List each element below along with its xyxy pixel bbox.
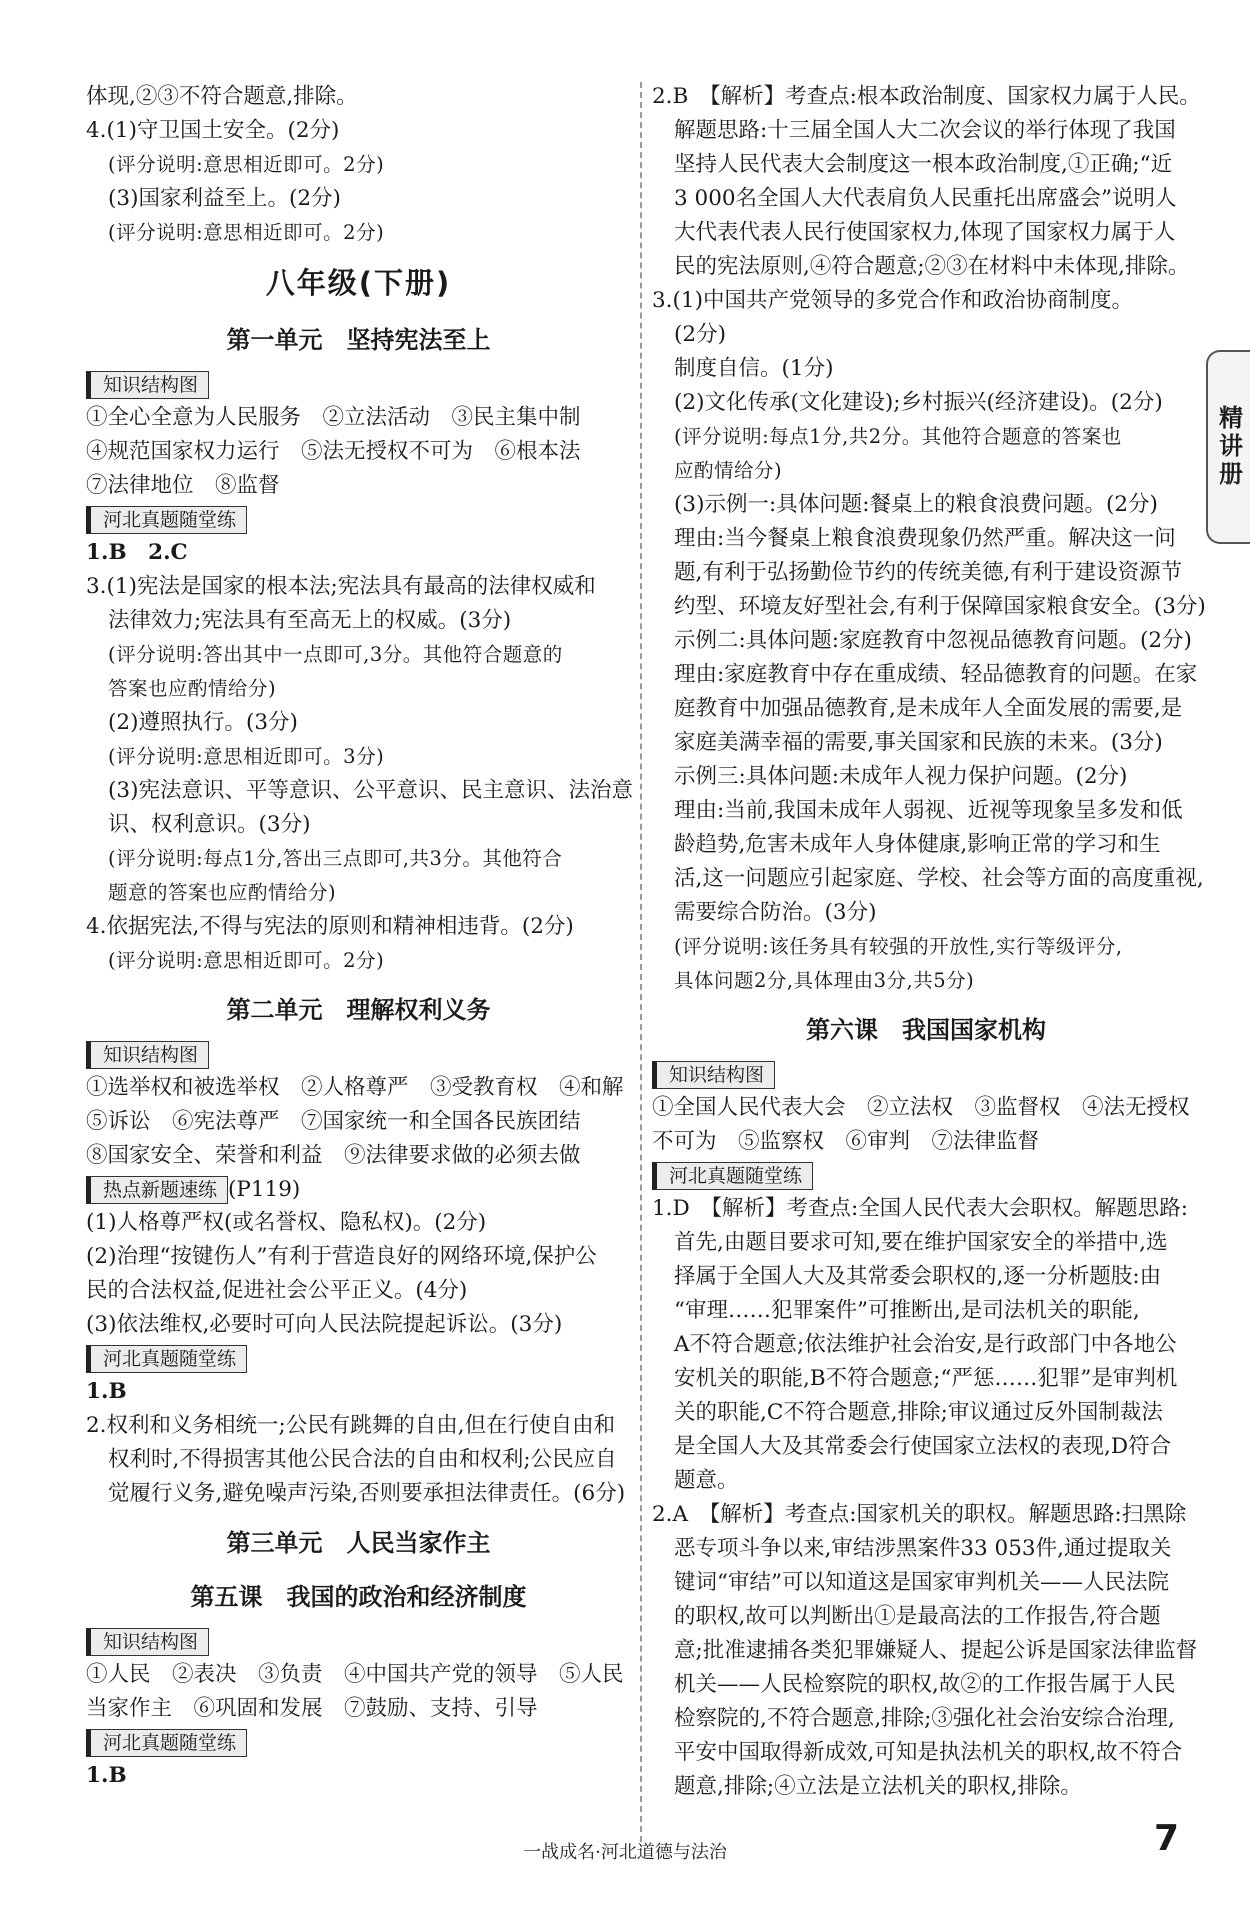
- answer-line: “审理……犯罪案件”可推断出,是司法机关的职能,: [674, 1298, 1140, 1323]
- answer-line: 2.权利和义务相统一;公民有跳舞的自由,但在行使自由和: [86, 1413, 616, 1438]
- answer-line: 约型、环境友好型社会,有利于保障国家粮食安全。(3分): [674, 594, 1206, 619]
- answer-line: 题,有利于弘扬勤俭节约的传统美德,有利于建设资源节: [674, 560, 1183, 585]
- answer-line: 4.依据宪法,不得与宪法的原则和精神相违背。(2分): [86, 914, 574, 939]
- text-line: ①全心全意为人民服务 ②立法活动 ③民主集中制: [86, 405, 581, 430]
- text-line: 4.(1)守卫国土安全。(2分): [86, 118, 340, 143]
- answer-line: 是全国人大及其常委会行使国家立法权的表现,D符合: [674, 1434, 1172, 1459]
- scoring-note: (评分说明:意思相近即可。3分): [108, 745, 385, 768]
- answer-line: 法律效力;宪法具有至高无上的权威。(3分): [108, 608, 512, 633]
- answer-line: 3.(1)宪法是国家的根本法;宪法具有最高的法律权威和: [86, 574, 596, 599]
- answer-line: 题意,排除;④立法是立法机关的职权,排除。: [674, 1774, 1082, 1799]
- answer-line: 理由:家庭教育中存在重成绩、轻品德教育的问题。在家: [674, 662, 1198, 687]
- answer-line: 1.B: [86, 1763, 127, 1788]
- answer-line: 理由:当前,我国未成年人弱视、近视等现象呈多发和低: [674, 798, 1183, 823]
- section-tag: 河北真题随堂练: [86, 1345, 247, 1373]
- answer-line: 示例二:具体问题:家庭教育中忽视品德教育问题。(2分): [674, 628, 1192, 653]
- unit-title: 第二单元 理解权利义务: [226, 996, 491, 1024]
- answer-line: 平安中国取得新成效,可知是执法机关的职权,故不符合: [674, 1740, 1183, 1765]
- text-line: ①全国人民代表大会 ②立法权 ③监督权 ④法无授权: [652, 1095, 1190, 1120]
- lesson-title: 第五课 我国的政治和经济制度: [190, 1583, 527, 1611]
- scoring-note: (评分说明:答出其中一点即可,3分。其他符合题意的: [108, 643, 563, 666]
- answer-line: 关的职能,C不符合题意,排除;审议通过反外国制裁法: [674, 1400, 1163, 1425]
- page-ref: (P119): [228, 1177, 301, 1202]
- answer-line: (2)文化传承(文化建设);乡村振兴(经济建设)。(2分): [674, 390, 1163, 415]
- scoring-note: (评分说明:每点1分,答出三点即可,共3分。其他符合: [108, 847, 563, 870]
- answer-line: 的职权,故可以判断出①是最高法的工作报告,符合题: [674, 1604, 1161, 1629]
- answer-line: 3.(1)中国共产党领导的多党合作和政治协商制度。: [652, 288, 1133, 313]
- answer-line: (2分): [674, 322, 726, 347]
- scoring-note: 具体问题2分,具体理由3分,共5分): [674, 969, 975, 992]
- text-line: 体现,②③不符合题意,排除。: [86, 84, 358, 109]
- text-line: (3)国家利益至上。(2分): [108, 186, 341, 211]
- scoring-note: (评分说明:意思相近即可。2分): [108, 949, 385, 972]
- answer-line: 民的宪法原则,④符合题意;②③在材料中未体现,排除。: [674, 254, 1190, 279]
- text-line: ①选举权和被选举权 ②人格尊严 ③受教育权 ④和解: [86, 1075, 624, 1100]
- answer-line: 3 000名全国人大代表肩负人民重托出席盛会”说明人: [674, 186, 1177, 211]
- answer-line: 检察院的,不符合题意,排除;③强化社会治安综合治理,: [674, 1706, 1175, 1731]
- section-tag: 热点新题速练: [86, 1176, 228, 1204]
- page-footer: 一战成名·河北道德与法治: [523, 1842, 727, 1863]
- answer-line: 意;批准逮捕各类犯罪嫌疑人、提起公诉是国家法律监督: [674, 1638, 1198, 1663]
- answer-line: (2)遵照执行。(3分): [108, 710, 298, 735]
- section-tag: 知识结构图: [86, 1628, 209, 1656]
- page-number: 7: [1154, 1818, 1180, 1859]
- answer-line: 1.D 【解析】考查点:全国人民代表大会职权。解题思路:: [652, 1196, 1188, 1221]
- answer-line: 识、权利意识。(3分): [108, 812, 311, 837]
- text-line: ⑤诉讼 ⑥宪法尊严 ⑦国家统一和全国各民族团结: [86, 1109, 581, 1134]
- answer-line: 家庭美满幸福的需要,事关国家和民族的未来。(3分): [674, 730, 1163, 755]
- text-line: ④规范国家权力运行 ⑤法无授权不可为 ⑥根本法: [86, 439, 581, 464]
- answer-line: 1.B: [86, 1379, 127, 1404]
- answer-line: 恶专项斗争以来,审结涉黑案件33 053件,通过提取关: [674, 1536, 1172, 1561]
- scoring-note: 题意的答案也应酌情给分): [108, 881, 337, 904]
- answer-line: 2.B 【解析】考查点:根本政治制度、国家权力属于人民。: [652, 84, 1201, 109]
- answer-line: 机关——人民检察院的职权,故②的工作报告属于人民: [674, 1672, 1176, 1697]
- answer-line: 庭教育中加强品德教育,是未成年人全面发展的需要,是: [674, 696, 1183, 721]
- answer-line: 民的合法权益,促进社会公平正义。(4分): [86, 1278, 468, 1303]
- answer-line: 安机关的职能,B不符合题意;“严惩……犯罪”是审判机: [674, 1366, 1178, 1391]
- answer-line: 觉履行义务,避免噪声污染,否则要承担法律责任。(6分): [108, 1481, 626, 1506]
- section-tag: 知识结构图: [652, 1061, 775, 1089]
- answer-line: 示例三:具体问题:未成年人视力保护问题。(2分): [674, 764, 1128, 789]
- answer-line: 题意。: [674, 1468, 739, 1493]
- answer-line: (3)宪法意识、平等意识、公平意识、民主意识、法治意: [108, 778, 633, 803]
- text-line: ⑧国家安全、荣誉和利益 ⑨法律要求做的必须去做: [86, 1143, 581, 1168]
- scoring-note: 应酌情给分): [674, 459, 783, 482]
- section-tag: 河北真题随堂练: [86, 506, 247, 534]
- answer-line: 权利时,不得损害其他公民合法的自由和权利;公民应自: [108, 1447, 617, 1472]
- grade-title: 八年级(下册): [265, 266, 452, 300]
- unit-title: 第一单元 坚持宪法至上: [226, 326, 491, 354]
- section-side-tab: [1206, 350, 1250, 544]
- answer-line: (1)人格尊严权(或名誉权、隐私权)。(2分): [86, 1210, 487, 1235]
- right-column: [652, 80, 1206, 1804]
- answer-line: 大代表代表人民行使国家权力,体现了国家权力属于人: [674, 220, 1176, 245]
- answer-line: A不符合题意;依法维护社会治安,是行政部门中各地公: [674, 1332, 1177, 1357]
- scoring-note: (评分说明:意思相近即可。2分): [108, 153, 385, 176]
- text-line: ⑦法律地位 ⑧监督: [86, 473, 280, 498]
- column-divider: [640, 82, 642, 1842]
- answer-line: 理由:当今餐桌上粮食浪费现象仍然严重。解决这一问: [674, 526, 1176, 551]
- answer-line: 需要综合防治。(3分): [674, 900, 877, 925]
- answer-line: 2.A 【解析】考查点:国家机关的职权。解题思路:扫黑除: [652, 1502, 1187, 1527]
- text-line: 当家作主 ⑥巩固和发展 ⑦鼓励、支持、引导: [86, 1696, 538, 1721]
- answer-line: 龄趋势,危害未成年人身体健康,影响正常的学习和生: [674, 832, 1161, 857]
- section-tag: 河北真题随堂练: [652, 1162, 813, 1190]
- answer-line: (2)治理“按键伤人”有利于营造良好的网络环境,保护公: [86, 1244, 597, 1269]
- scoring-note: (评分说明:每点1分,共2分。其他符合题意的答案也: [674, 425, 1122, 448]
- side-tab-label: 精讲册: [1214, 405, 1243, 489]
- section-tag: 知识结构图: [86, 371, 209, 399]
- scoring-note: 答案也应酌情给分): [108, 677, 277, 700]
- scoring-note: (评分说明:该任务具有较强的开放性,实行等级评分,: [674, 935, 1123, 958]
- answer-line: 解题思路:十三届全国人大二次会议的举行体现了我国: [674, 118, 1176, 143]
- answer-line: 制度自信。(1分): [674, 356, 834, 381]
- left-column: [86, 80, 631, 1793]
- section-tag: 河北真题随堂练: [86, 1729, 247, 1757]
- unit-title: 第三单元 人民当家作主: [226, 1529, 491, 1557]
- text-line: 不可为 ⑤监察权 ⑥审判 ⑦法律监督: [652, 1129, 1040, 1154]
- answer-line: 键词“审结”可以知道这是国家审判机关——人民法院: [674, 1570, 1169, 1595]
- scoring-note: (评分说明:意思相近即可。2分): [108, 221, 385, 244]
- answer-line: 首先,由题目要求可知,要在维护国家安全的举措中,选: [674, 1230, 1168, 1255]
- answer-line: (3)示例一:具体问题:餐桌上的粮食浪费问题。(2分): [674, 492, 1158, 517]
- answer-line: 1.B 2.C: [86, 540, 188, 565]
- answer-line: (3)依法维权,必要时可向人民法院提起诉讼。(3分): [86, 1312, 563, 1337]
- lesson-title: 第六课 我国国家机构: [806, 1016, 1046, 1044]
- answer-line: 择属于全国人大及其常委会职权的,逐一分析题肢:由: [674, 1264, 1162, 1289]
- answer-line: 活,这一问题应引起家庭、学校、社会等方面的高度重视,: [674, 866, 1204, 891]
- section-tag: 知识结构图: [86, 1041, 209, 1069]
- answer-line: 坚持人民代表大会制度这一根本政治制度,①正确;“近: [674, 152, 1173, 177]
- text-line: ①人民 ②表决 ③负责 ④中国共产党的领导 ⑤人民: [86, 1662, 624, 1687]
